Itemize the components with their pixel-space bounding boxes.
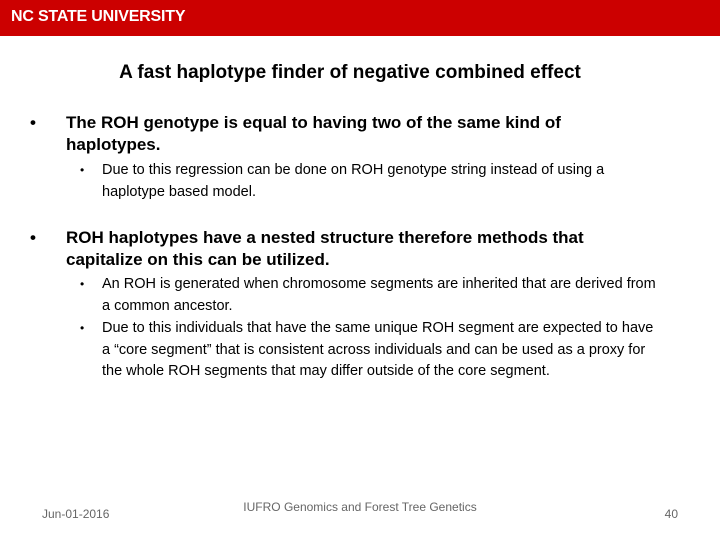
bullet-icon: • <box>80 277 85 291</box>
bullet-2 <box>30 227 600 271</box>
header-bar <box>0 0 720 36</box>
bullet-icon: • <box>30 228 36 247</box>
slide-title: A fast haplotype finder of negative combined effect <box>119 62 581 83</box>
bullet-icon: • <box>80 163 85 177</box>
page-number: 40 <box>664 507 678 521</box>
footer-conference: IUFRO Genomics and Forest Tree Genetics <box>243 500 477 514</box>
bullet-1-text: The ROH genotype is equal to having two of the same kind of haplotypes. <box>66 113 561 154</box>
bullet-1 <box>30 112 600 156</box>
bullet-icon: • <box>30 113 36 132</box>
bullet-1-sub-1-text: Due to this regression can be done on ROH genotype string instead of using a haplotype based model. <box>102 162 605 200</box>
bullet-2-sub-1 <box>80 274 660 317</box>
bullet-2-text: ROH haplotypes have a nested structure therefore methods that capitalize on this can be utilized. <box>66 228 584 269</box>
footer-date: Jun-01-2016 <box>42 507 110 521</box>
university-logo: NC STATE UNIVERSITY <box>11 8 186 25</box>
bullet-2-sub-2-text: Due to this individuals that have the same unique ROH segment are expected to have a “core segment” that is consistent across individuals and can be used as a proxy for the whole ROH segments that may differ outside of the core segment. <box>102 320 654 379</box>
bullet-2-sub-1-text: An ROH is generated when chromosome segments are inherited that are derived from a common ancestor. <box>102 276 656 314</box>
bullet-2-sub-2 <box>80 318 660 383</box>
bullet-1-sub-1 <box>80 160 660 203</box>
bullet-icon: • <box>80 321 85 335</box>
